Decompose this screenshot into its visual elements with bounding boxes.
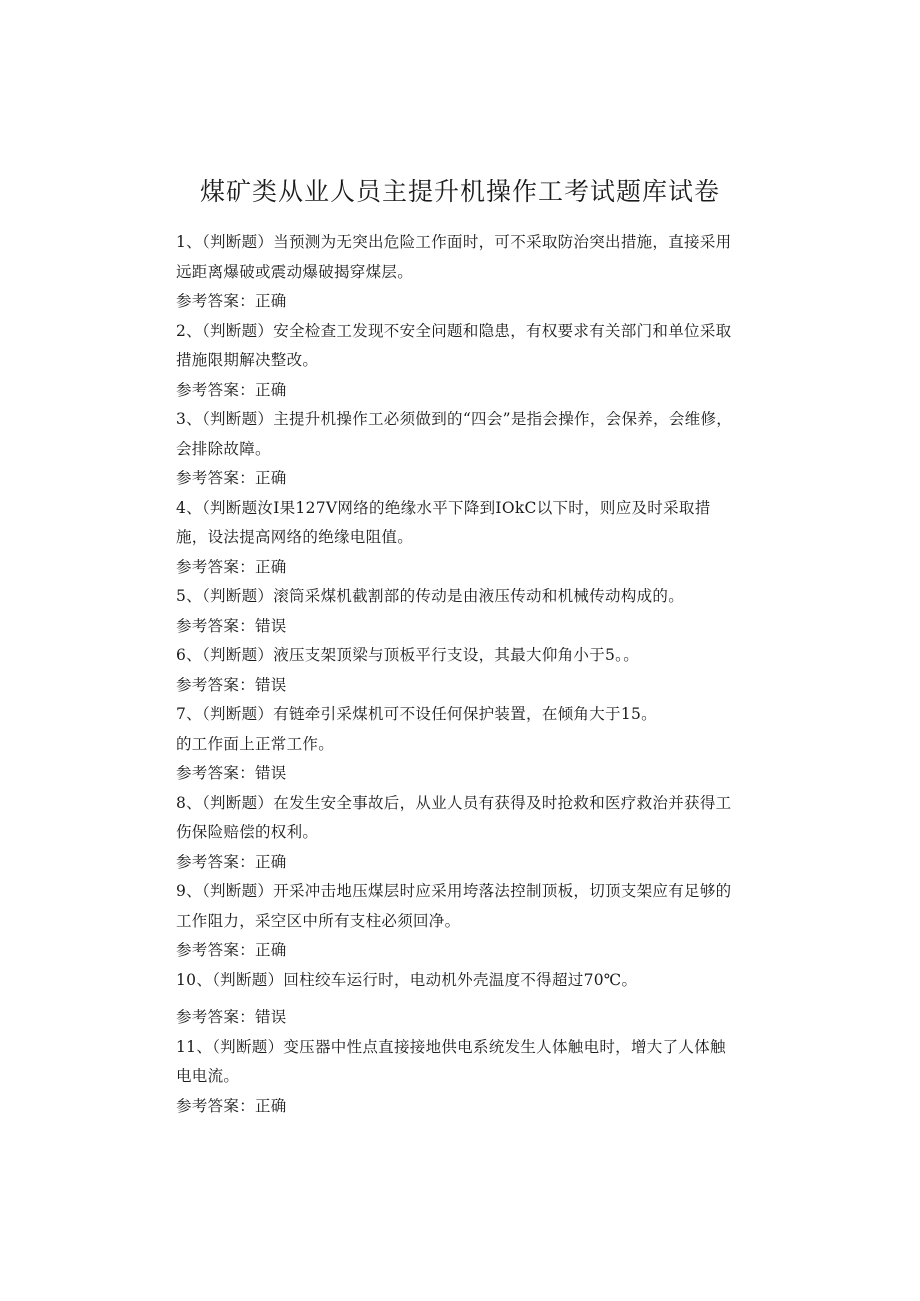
question-item-8 — [176, 789, 736, 878]
question-item-7 — [176, 700, 736, 789]
question-text: 2、（判断题）安全检查工发现不安全问题和隐患，有权要求有关部门和单位采取措施限期解决整改。 — [176, 321, 732, 369]
question-text: 1、（判断题）当预测为无突出危险工作面时，可不采取防治突出措施，直接采用远距离爆破或震动爆破揭穿煤层。 — [176, 233, 732, 281]
question-list — [176, 228, 736, 1121]
question-text: 5、（判断题）滚筒采煤机截割部的传动是由液压传动和机械传动构成的。 — [176, 587, 685, 605]
question-text: 11、（判断题）变压器中性点直接接地供电系统发生人体触电时，增大了人体触电电流。 — [176, 1037, 726, 1085]
answer-text: 参考答案：错误 — [176, 764, 287, 782]
answer-text: 参考答案：正确 — [176, 1096, 287, 1115]
question-text: 10、（判断题）回柱绞车运行时，电动机外壳温度不得超过70℃。 — [176, 970, 638, 989]
question-item-2 — [176, 317, 736, 406]
question-item-10 — [176, 966, 736, 1033]
answer-text: 参考答案：正确 — [176, 941, 287, 959]
answer-text: 参考答案：正确 — [176, 852, 287, 871]
question-item-1 — [176, 228, 736, 317]
question-item-9 — [176, 877, 736, 966]
question-item-4 — [176, 494, 736, 583]
answer-text: 参考答案：正确 — [176, 557, 287, 576]
question-text: 6、（判断题）液压支架顶梁与顶板平行支设，其最大仰角小于5。。 — [176, 646, 640, 664]
question-text-continued: 的工作面上正常工作。 — [176, 734, 335, 753]
question-text: 8、（判断题）在发生安全事故后，从业人员有获得及时抢救和医疗救治并获得工伤保险赔偿的权利。 — [176, 793, 732, 841]
answer-text: 参考答案：错误 — [176, 1008, 287, 1026]
question-item-3 — [176, 405, 736, 494]
question-item-11 — [176, 1033, 736, 1122]
document-title: 煤矿类从业人员主提升机操作工考试题库试卷 — [199, 177, 720, 206]
question-text: 9、（判断题）开采冲击地压煤层时应采用垮落法控制顶板，切顶支架应有足够的工作阻力，采空区中所有支柱必须回净。 — [176, 882, 732, 930]
question-text: 7、（判断题）有链牵引采煤机可不设任何保护装置，在倾角大于15。 — [176, 705, 657, 723]
answer-text: 参考答案：错误 — [176, 675, 287, 694]
answer-text: 参考答案：正确 — [176, 469, 287, 487]
question-text: 3、（判断题）主提升机操作工必须做到的“四会”是指会操作，会保养，会维修，会排除故障。 — [176, 410, 733, 458]
answer-text: 参考答案：正确 — [176, 292, 287, 310]
answer-text: 参考答案：正确 — [176, 380, 287, 399]
question-item-6 — [176, 641, 736, 700]
question-item-5 — [176, 582, 736, 641]
answer-text: 参考答案：错误 — [176, 616, 287, 635]
question-text: 4、（判断题汝I果127V网络的绝缘水平下降到IOkC以下时，则应及时采取措施，设法提高网络的绝缘电阻值。 — [176, 498, 711, 546]
